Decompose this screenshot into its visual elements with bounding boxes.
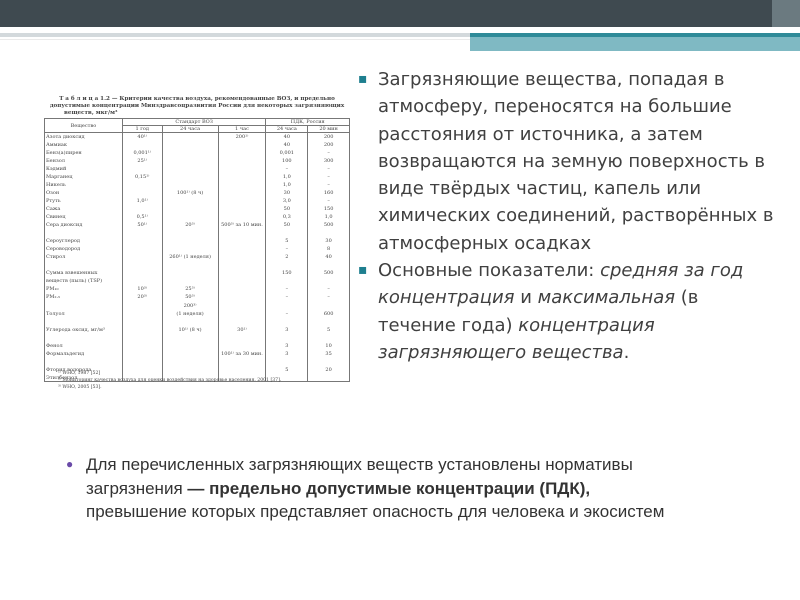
table-cell-value	[162, 133, 218, 141]
table-cell-value	[218, 293, 266, 301]
table-caption-line-1: Т а б л и ц а 1.2 — Критерии качества воздуха, рекомендованные ВОЗ, и предельно	[59, 96, 335, 102]
table-cell-substance: Бенз(а)пирен	[45, 149, 123, 157]
table-cell-value: –	[266, 293, 308, 301]
table-row	[45, 342, 350, 350]
table-cell-value: 50	[266, 205, 308, 213]
table-cell-substance	[45, 261, 123, 269]
table-cell-value: 100¹⁾ за 30 мин.	[218, 350, 266, 358]
table-cell-value	[162, 334, 218, 342]
table-notes	[58, 370, 281, 391]
header-pdk-24h: 24 часа	[266, 126, 308, 133]
table-cell-value	[162, 181, 218, 189]
table-cell-value: 200	[308, 133, 350, 141]
table-cell-value: –	[308, 149, 350, 157]
table-cell-value	[122, 237, 162, 245]
table-cell-value	[122, 277, 162, 285]
table-cell-value	[162, 318, 218, 326]
table-cell-substance	[45, 358, 123, 366]
header-year: 1 год	[122, 126, 162, 133]
table-cell-value	[122, 310, 162, 318]
table-cell-value	[218, 237, 266, 245]
table-cell-substance: Толуол	[45, 310, 123, 318]
table-cell-value	[122, 245, 162, 253]
table-cell-value: 150	[308, 205, 350, 213]
bullet-pollutants-transport	[358, 66, 778, 257]
table-row	[45, 133, 350, 141]
table-cell-value	[162, 237, 218, 245]
table-cell-value	[162, 149, 218, 157]
table-cell-value	[122, 334, 162, 342]
table-cell-value	[308, 318, 350, 326]
table-cell-value: 600	[308, 310, 350, 318]
table-cell-value	[218, 157, 266, 165]
table-cell-substance: Сероуглерод	[45, 237, 123, 245]
bottom-text-part-2: превышение которых представляет опасность для человека и экосистем	[86, 502, 665, 522]
table-cell-value: 10¹⁾ (8 ч)	[162, 326, 218, 334]
table-cell-substance: Формальдегид	[45, 350, 123, 358]
table-cell-value	[308, 358, 350, 366]
bullet-text: Загрязняющие вещества, попадая в атмосферу, переносятся на большие расстояния от источника, а затем возвращаются на земную поверхность в виде твёрдых частиц, капель или химических соединений, растворённых в атмосферных осадках	[378, 69, 774, 254]
table-row	[45, 189, 350, 197]
header-stripe-teal-light	[470, 37, 800, 51]
table-cell-value: 0,001¹⁾	[122, 149, 162, 157]
table-cell-value	[218, 245, 266, 253]
table-cell-value	[218, 358, 266, 366]
table-cell-substance: Озон	[45, 189, 123, 197]
table-cell-value: 35	[308, 350, 350, 358]
table-cell-value: 0,15¹⁾	[122, 173, 162, 181]
table-cell-value: (1 неделя)	[162, 310, 218, 318]
table-cell-value: 10³⁾	[122, 285, 162, 293]
table-cell-substance: Фенол	[45, 342, 123, 350]
table-row	[45, 301, 350, 309]
table-cell-value: 260¹⁾ (1 неделя)	[162, 253, 218, 261]
table-cell-value	[218, 229, 266, 237]
table-cell-value: 30¹⁾	[218, 326, 266, 334]
table-cell-value: –	[308, 181, 350, 189]
table-row	[45, 269, 350, 277]
table-row	[45, 285, 350, 293]
table-cell-value	[162, 165, 218, 173]
table-cell-value: 200¹⁾	[218, 133, 266, 141]
table-cell-value	[122, 301, 162, 309]
table-cell-value	[162, 342, 218, 350]
table-cell-value	[218, 173, 266, 181]
table-cell-value	[122, 269, 162, 277]
table-cell-value	[218, 197, 266, 205]
header-who: Стандарт ВОЗ	[122, 119, 266, 126]
table-cell-value: –	[266, 245, 308, 253]
table-cell-value	[266, 261, 308, 269]
table-cell-value: 2	[266, 253, 308, 261]
table-cell-substance: Никель	[45, 181, 123, 189]
table-cell-value	[122, 205, 162, 213]
table-cell-value: 100	[266, 157, 308, 165]
table-cell-value: 30	[266, 189, 308, 197]
bottom-bullet-icon: ●	[66, 457, 74, 471]
table-cell-value: –	[266, 165, 308, 173]
table-cell-value: 300	[308, 157, 350, 165]
table-cell-substance: Этилбензол	[45, 374, 123, 382]
table-cell-substance	[45, 229, 123, 237]
table-cell-value: 25¹⁾	[122, 157, 162, 165]
table-cell-value	[218, 285, 266, 293]
table-cell-value: 1,0	[266, 173, 308, 181]
table-cell-value: 40	[266, 141, 308, 149]
table-cell-value	[218, 213, 266, 221]
table-cell-value	[218, 189, 266, 197]
table-cell-value: 50¹⁾	[122, 221, 162, 229]
table-cell-value: 50	[266, 221, 308, 229]
table-cell-value	[162, 269, 218, 277]
bullet-text-italic-3: концентрация загрязняющего вещества	[378, 314, 655, 363]
header-20min: 20 мин	[308, 126, 350, 133]
bullet-text-paren: (в течение года)	[378, 287, 699, 336]
table-cell-value: 1,0	[308, 213, 350, 221]
table-cell-value	[308, 277, 350, 285]
table-row	[45, 229, 350, 237]
table-cell-value	[162, 350, 218, 358]
table-cell-value	[122, 350, 162, 358]
header-substance: Вещество	[45, 119, 123, 133]
table-cell-value	[122, 253, 162, 261]
table-cell-value	[308, 301, 350, 309]
table-cell-value: –	[266, 285, 308, 293]
table-cell-value: 8	[308, 245, 350, 253]
table-row	[45, 318, 350, 326]
table-cell-substance: Сажа	[45, 205, 123, 213]
table-cell-value	[218, 205, 266, 213]
bullet-marker-icon: ▪	[358, 262, 368, 279]
table-cell-value	[266, 358, 308, 366]
table-cell-value: 1,0¹⁾	[122, 197, 162, 205]
table-cell-value	[308, 261, 350, 269]
table-cell-value: 20³⁾	[162, 221, 218, 229]
table-row	[45, 157, 350, 165]
table-cell-value: 3	[266, 350, 308, 358]
table-cell-value	[162, 358, 218, 366]
table-cell-value	[218, 261, 266, 269]
table-row	[45, 181, 350, 189]
table-cell-value: 20	[308, 366, 350, 374]
table-cell-substance	[45, 318, 123, 326]
table-cell-value	[122, 165, 162, 173]
table-note-2: ²⁾ Мониторинг качества воздуха для оценки воздействия на здоровье населения. 2001 [37].	[58, 378, 282, 383]
table-cell-value	[162, 245, 218, 253]
header-1h: 1 час	[218, 126, 266, 133]
table-cell-value: 100¹⁾ (8 ч)	[162, 189, 218, 197]
table-cell-value	[162, 213, 218, 221]
table-row	[45, 253, 350, 261]
table-cell-value: 200³⁾	[162, 301, 218, 309]
table-cell-value	[162, 261, 218, 269]
table-cell-value	[162, 173, 218, 181]
bullet-text-italic-2: максимальная	[537, 287, 676, 309]
table-row	[45, 197, 350, 205]
table-cell-value	[162, 229, 218, 237]
table-cell-substance: Кэдмий	[45, 165, 123, 173]
table-cell-value	[266, 229, 308, 237]
table-cell-value	[218, 181, 266, 189]
header-24h: 24 часа	[162, 126, 218, 133]
table-cell-value: 5	[266, 237, 308, 245]
table-row	[45, 221, 350, 229]
bottom-text	[66, 453, 686, 524]
table-cell-value: 40	[266, 133, 308, 141]
header-stripe-gray	[0, 33, 470, 37]
table-row	[45, 350, 350, 358]
table-note-3: ³⁾ WHO, 2005 [53].	[58, 385, 102, 390]
table-cell-value	[308, 229, 350, 237]
table-cell-value	[122, 326, 162, 334]
table-cell-value: 200	[308, 141, 350, 149]
table-row	[45, 205, 350, 213]
table-cell-value: –	[308, 285, 350, 293]
table-cell-substance: PM₁₀	[45, 285, 123, 293]
table-row	[45, 245, 350, 253]
table-cell-substance: веществ (пыль) (TSP)	[45, 277, 123, 285]
table-cell-value: 0,5¹⁾	[122, 213, 162, 221]
table-cell-value: 20³⁾	[122, 293, 162, 301]
table-cell-substance: Ртуть	[45, 197, 123, 205]
table-cell-substance: Фторид водорода	[45, 366, 123, 374]
table-cell-value	[218, 277, 266, 285]
table-cell-value	[162, 157, 218, 165]
table-cell-substance	[45, 334, 123, 342]
table-cell-value	[122, 358, 162, 366]
table-cell-substance: Углерода оксид, мг/м³	[45, 326, 123, 334]
table-cell-value: 1,0	[266, 181, 308, 189]
bullet-main-indicators	[358, 257, 778, 366]
bullet-marker-icon: ▪	[358, 71, 368, 87]
table-cell-value	[162, 205, 218, 213]
table-row	[45, 293, 350, 301]
table-cell-value: 40¹⁾	[122, 133, 162, 141]
table-cell-value	[122, 181, 162, 189]
table-cell-value	[122, 229, 162, 237]
table-cell-value	[218, 301, 266, 309]
bullet-text-end: .	[623, 341, 630, 363]
table-row	[45, 149, 350, 157]
table-cell-value: 5	[308, 326, 350, 334]
table-cell-value: –	[308, 197, 350, 205]
table-row	[45, 358, 350, 366]
bottom-text-bold: — предельно допустимые концентрации (ПДК),	[187, 478, 591, 498]
table-cell-value: 500³⁾ за 10 мин.	[218, 221, 266, 229]
bottom-text-part-1: Для перечисленных загрязняющих веществ установлены нормативы загрязнения	[86, 455, 633, 498]
table-row	[45, 334, 350, 342]
table-cell-value	[218, 269, 266, 277]
table-cell-substance: Бензол	[45, 157, 123, 165]
table-row	[45, 261, 350, 269]
table-cell-value	[122, 189, 162, 197]
table-cell-value: –	[308, 165, 350, 173]
table-cell-substance: Аммиак	[45, 141, 123, 149]
table-cell-value: –	[308, 173, 350, 181]
bullet-text-italic-1: средняя за год концентрация	[378, 260, 744, 309]
table-row	[45, 310, 350, 318]
table-cell-value: 500	[308, 221, 350, 229]
table-cell-value	[162, 197, 218, 205]
table-cell-substance: Азота диоксид	[45, 133, 123, 141]
table-caption-line-3: веществ, мкг/м³	[64, 110, 118, 116]
table-cell-value	[266, 318, 308, 326]
table-cell-value	[218, 334, 266, 342]
table-caption-line-2: допустимые концентрации Минздравсоцразвития России для некоторых загрязняющих	[49, 103, 345, 109]
table-cell-substance: PM₂.₅	[45, 293, 123, 301]
table-row	[45, 326, 350, 334]
table-cell-value: 40	[308, 253, 350, 261]
top-banner-accent	[772, 0, 800, 27]
bottom-paragraph	[66, 453, 686, 524]
table-cell-value: 30	[308, 237, 350, 245]
table-cell-value: 160	[308, 189, 350, 197]
header-stripe-line	[0, 39, 470, 40]
table-cell-value	[162, 277, 218, 285]
table-cell-substance	[45, 301, 123, 309]
table-cell-value: 50³⁾	[162, 293, 218, 301]
table-cell-value	[218, 318, 266, 326]
table-cell-value: 10	[308, 342, 350, 350]
table-cell-value	[218, 253, 266, 261]
table-cell-value	[122, 342, 162, 350]
table-row	[45, 173, 350, 181]
table-cell-value	[218, 141, 266, 149]
table-row	[45, 277, 350, 285]
right-bullet-list	[358, 66, 778, 366]
table-cell-value: 3	[266, 326, 308, 334]
table-cell-substance: Сумма взвешенных	[45, 269, 123, 277]
top-banner-bar	[0, 0, 800, 27]
air-quality-table-image	[44, 94, 350, 400]
table-cell-value	[122, 261, 162, 269]
table-cell-substance: Сероводород	[45, 245, 123, 253]
bullet-text-prefix: Основные показатели:	[378, 260, 601, 282]
table-cell-value: –	[266, 310, 308, 318]
table-cell-substance: Свинец	[45, 213, 123, 221]
table-cell-value: 500	[308, 269, 350, 277]
table-cell-value: 3	[266, 342, 308, 350]
table-cell-value	[218, 310, 266, 318]
table-cell-value	[122, 318, 162, 326]
table-cell-substance: Марганец	[45, 173, 123, 181]
table-cell-value	[266, 301, 308, 309]
table-row	[45, 213, 350, 221]
table-cell-value: 0,001	[266, 149, 308, 157]
table-cell-value: 150	[266, 269, 308, 277]
table-cell-value: –	[308, 293, 350, 301]
table-cell-value: 25³⁾	[162, 285, 218, 293]
table-cell-substance: Стирол	[45, 253, 123, 261]
table-cell-value	[218, 149, 266, 157]
air-quality-table	[44, 118, 350, 382]
table-cell-value	[266, 277, 308, 285]
table-cell-substance: Сера диоксид	[45, 221, 123, 229]
table-cell-value	[308, 374, 350, 382]
table-cell-value	[266, 334, 308, 342]
table-cell-value	[218, 165, 266, 173]
table-row	[45, 141, 350, 149]
table-cell-value	[308, 334, 350, 342]
table-cell-value: 5	[266, 366, 308, 374]
table-note-1: ¹⁾ WHO, 1987 [52]	[58, 371, 101, 376]
table-cell-value: 3,0	[266, 197, 308, 205]
bullet-text-mid: и	[514, 287, 538, 309]
table-cell-value	[162, 141, 218, 149]
table-row	[45, 165, 350, 173]
header-pdk: ПДК, Россия	[266, 119, 350, 126]
table-cell-value	[218, 342, 266, 350]
table-row	[45, 237, 350, 245]
table-cell-value: 0,3	[266, 213, 308, 221]
table-cell-value	[122, 141, 162, 149]
